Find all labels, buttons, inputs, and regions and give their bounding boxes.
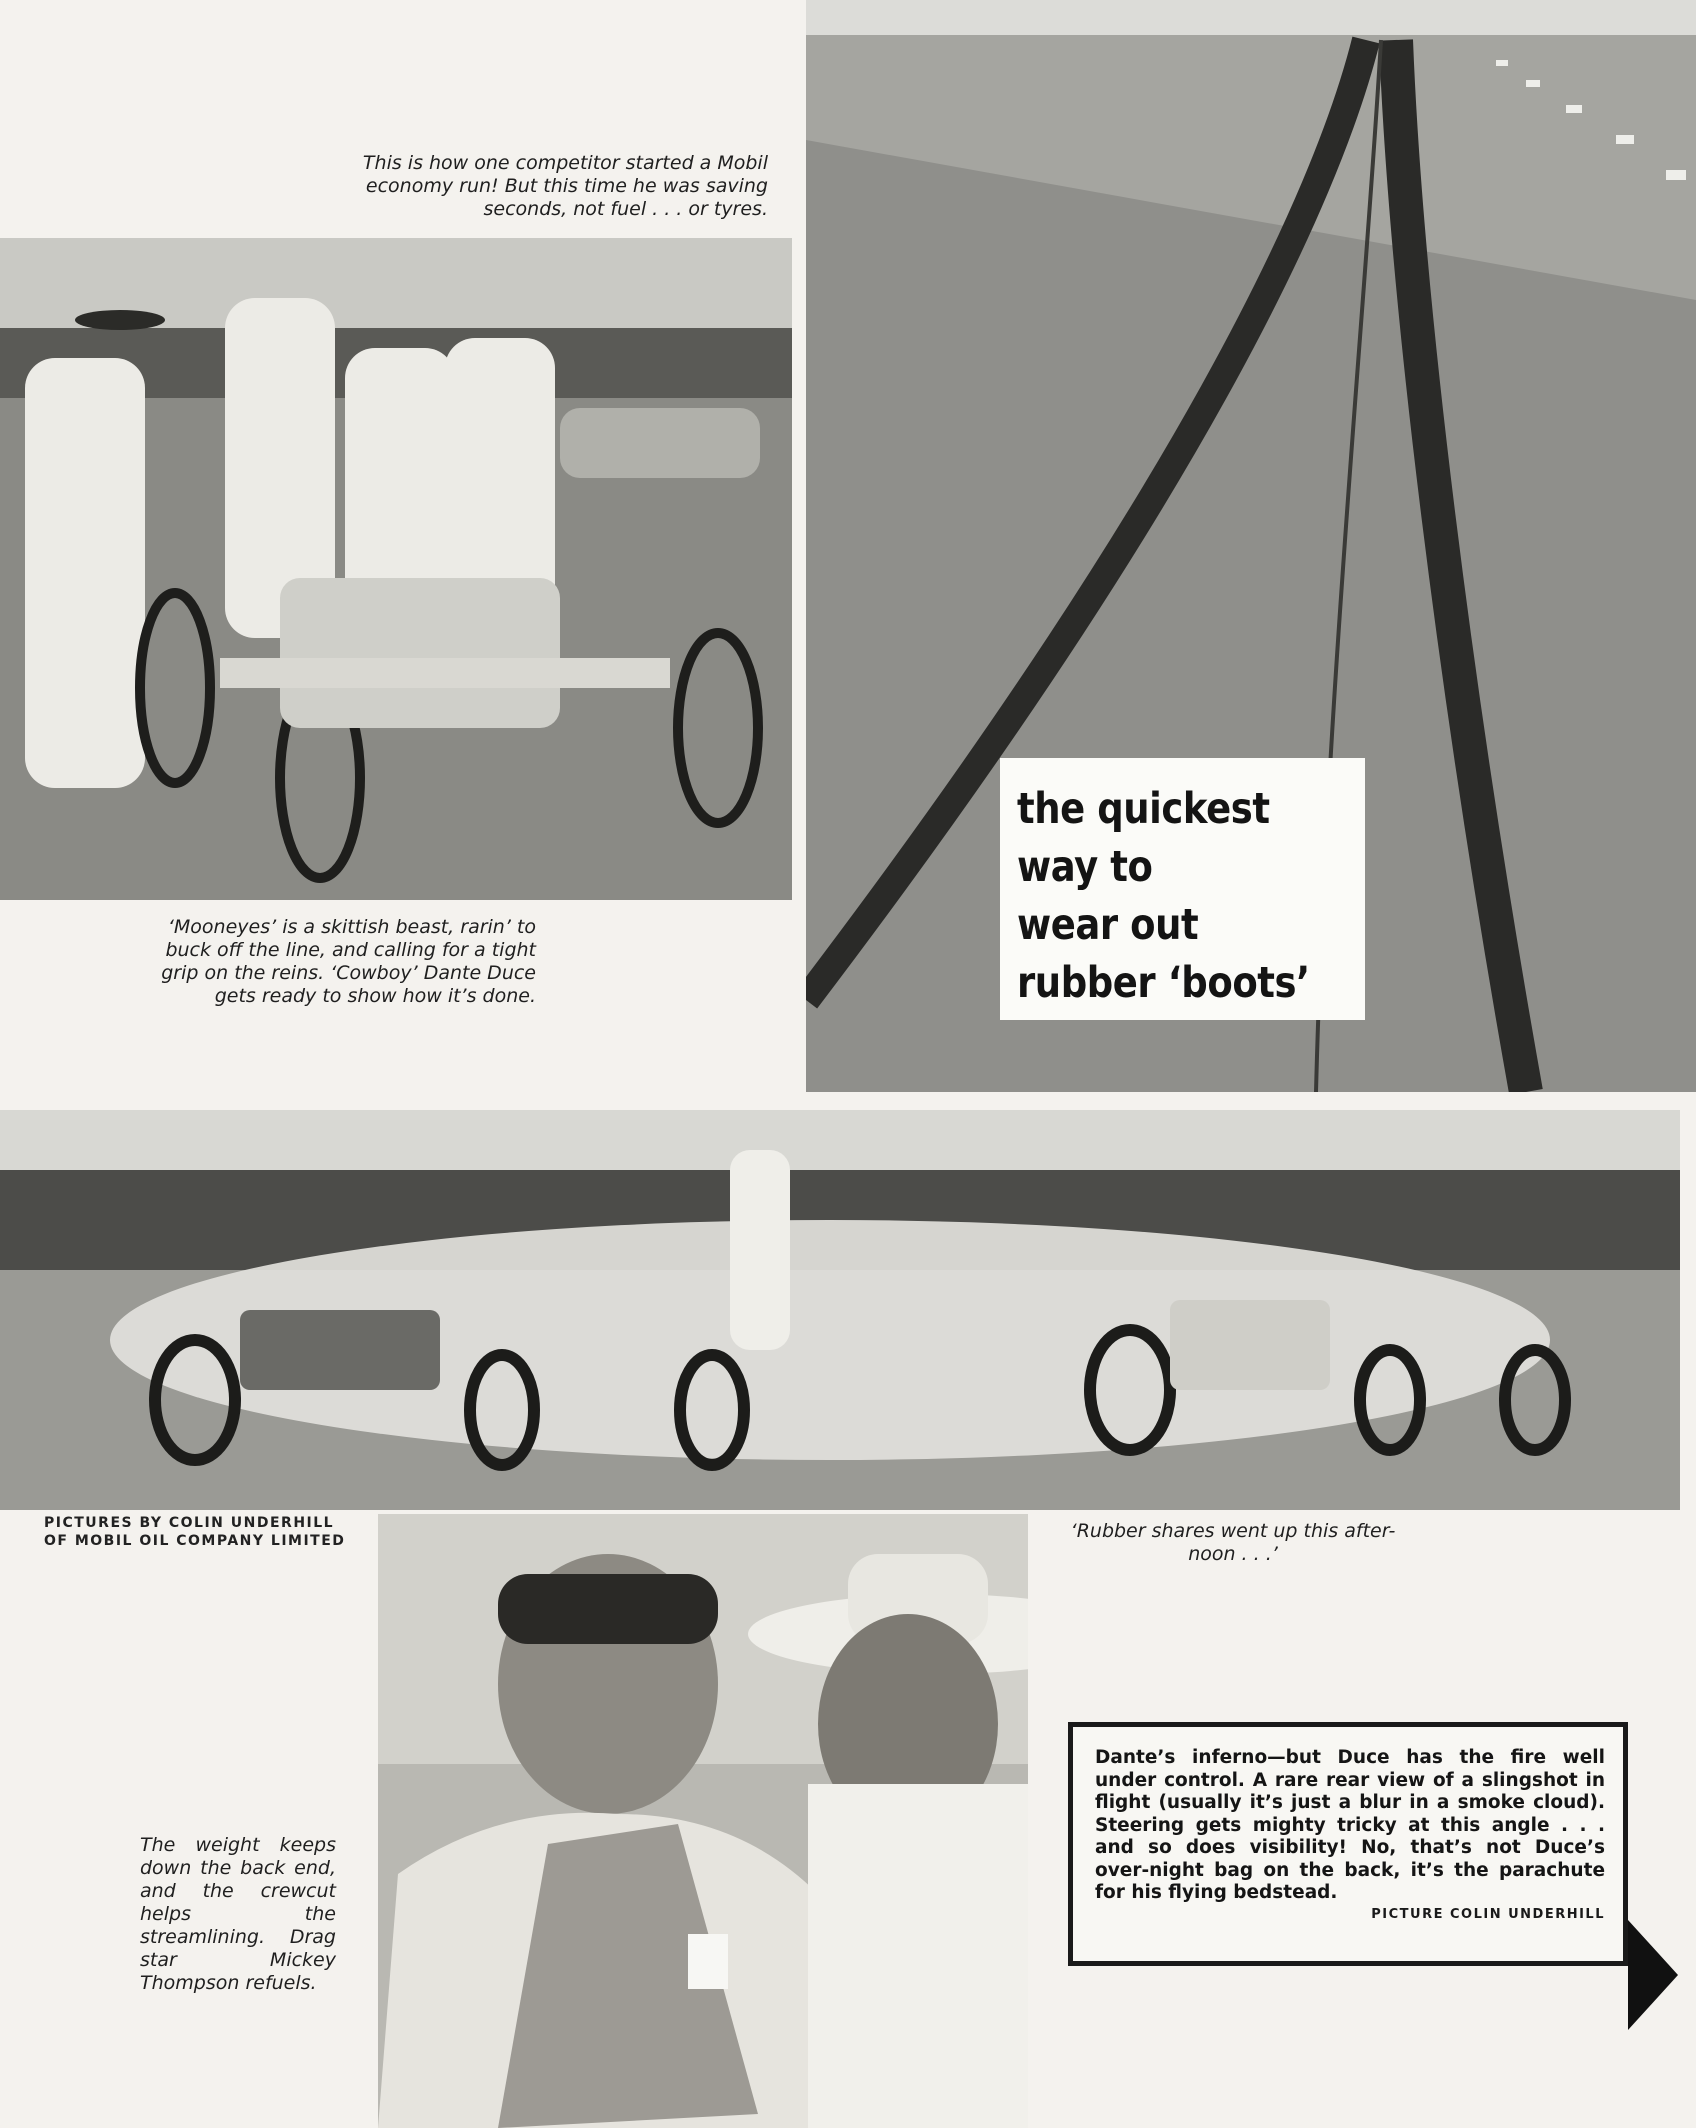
headline-line-3: wear out [1017, 900, 1199, 950]
inferno-text: Dante’s inferno—but Duce has the fire well under control. A rare rear view of a slingshot in flight (usually it’s just a blur in a smoke cloud). Steering gets mighty tricky at this angle . . . and so does visibility! No, that’s not Duce’s over-night bag on the back, it’s the parachute for his flying bedstead. [1095, 1747, 1605, 1903]
caption-rubber-shares: ‘Rubber shares went up this after-noon . . .’ [1070, 1520, 1396, 1565]
photo-credit-line-2: OF MOBIL OIL COMPANY LIMITED [44, 1533, 346, 1549]
photo-credit-line-1: PICTURES BY COLIN UNDERHILL [44, 1515, 335, 1531]
page-turn-arrow-icon [1628, 1920, 1678, 2030]
caption-crewcut: The weight keeps down the back end, and the crewcut helps the streamlining. Drag star Mickey Thompson refuels. [140, 1834, 336, 1994]
headline-line-4: rubber ‘boots’ [1017, 958, 1310, 1008]
inferno-text-box [1068, 1722, 1628, 1966]
headline-line-1: the quickest [1017, 784, 1270, 834]
headline-box [1000, 758, 1365, 1020]
inferno-picture-credit: PICTURE COLIN UNDERHILL [1371, 1906, 1605, 1922]
photo-mickey-thompson [378, 1514, 1028, 2128]
caption-economy-run: This is how one competitor started a Mobil economy run! But this time he was saving seconds, not fuel . . . or tyres. [362, 152, 768, 220]
photo-mooneyes-crew [0, 238, 792, 900]
caption-mooneyes: ‘Mooneyes’ is a skittish beast, rarin’ to buck off the line, and calling for a tight grip on the reins. ‘Cowboy’ Dante Duce gets ready to show how it’s done. [161, 916, 536, 1007]
headline-line-2: way to [1017, 842, 1153, 892]
photo-credit [44, 1514, 364, 1550]
photo-burnout [0, 1110, 1680, 1510]
